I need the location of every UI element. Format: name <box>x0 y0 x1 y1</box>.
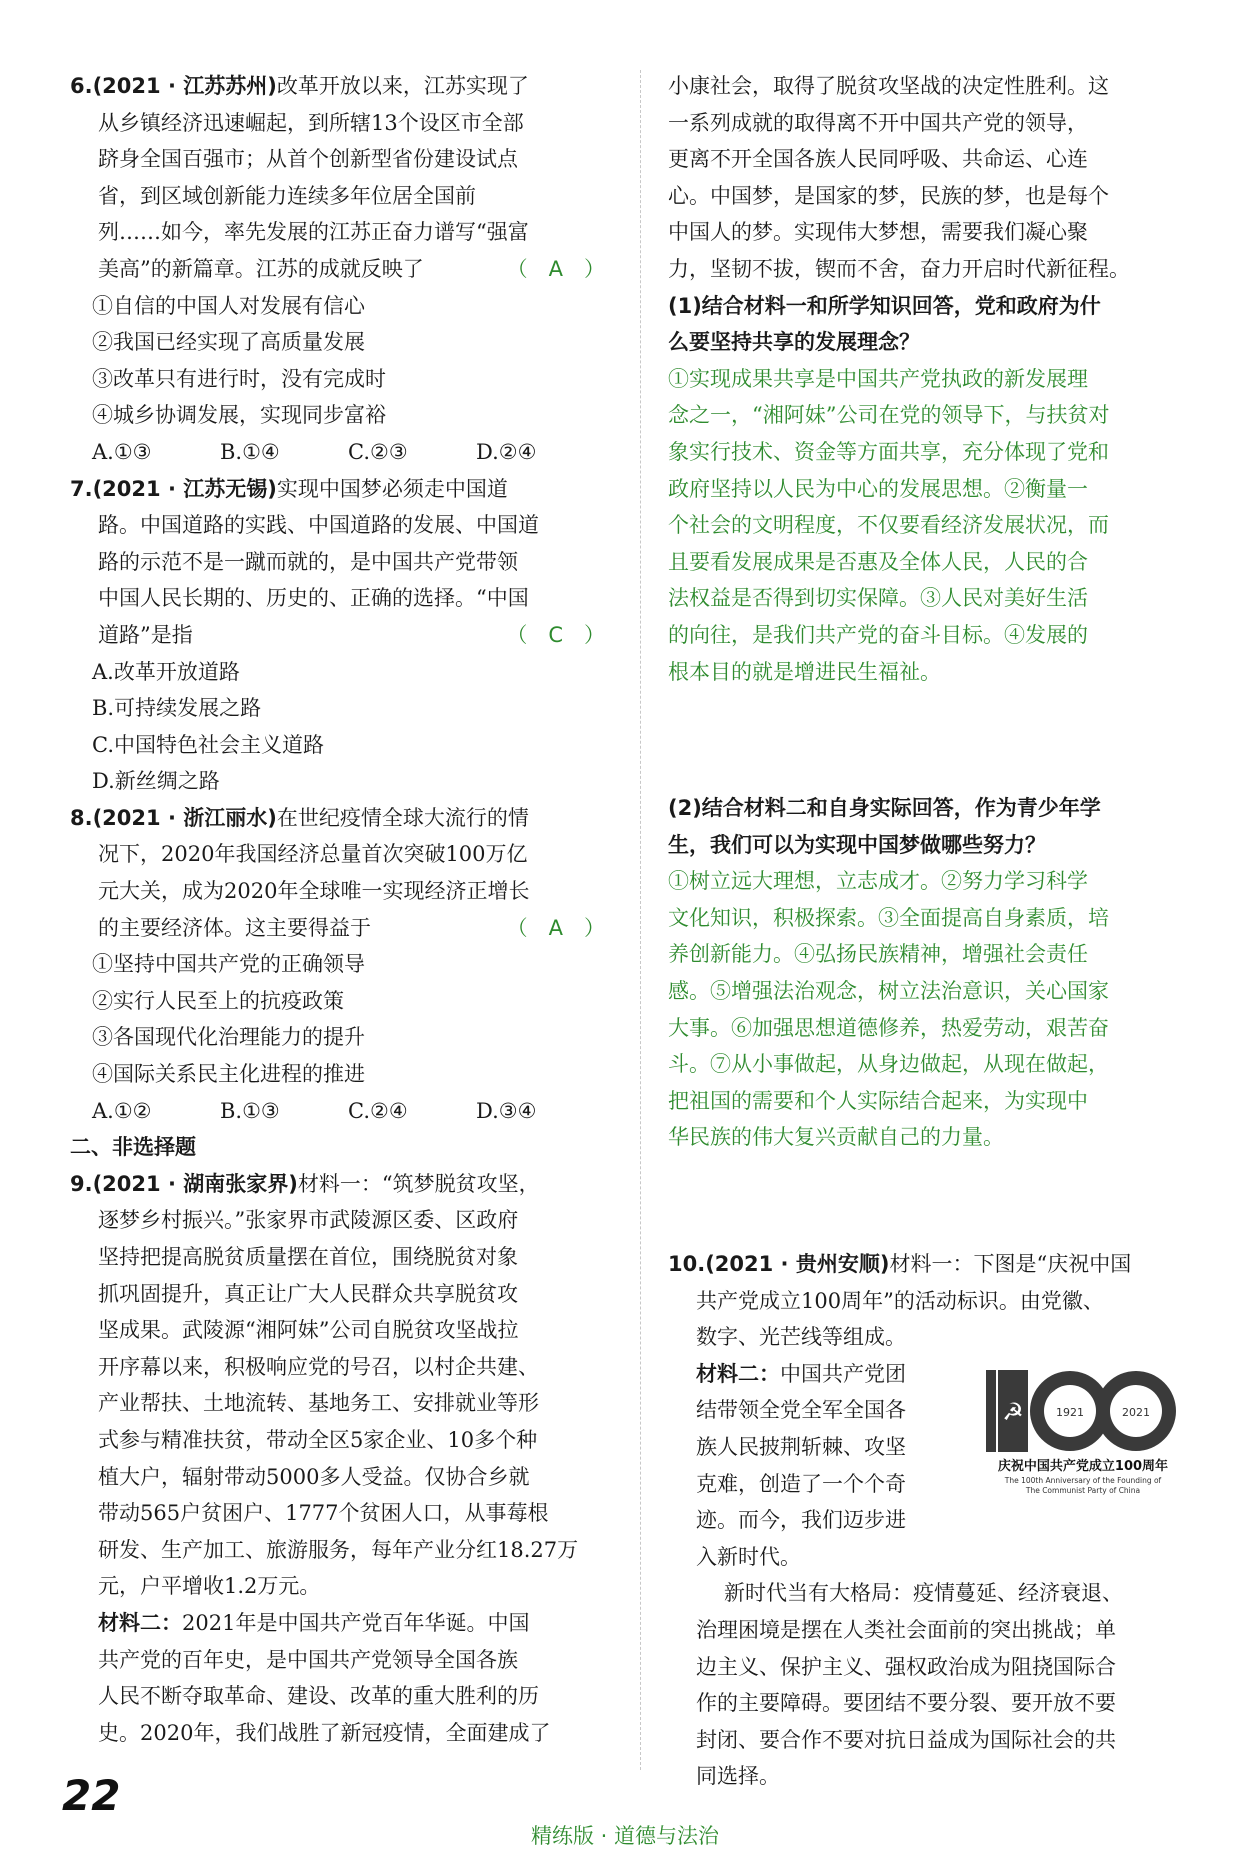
q9-answer1-line-7: 的向往，是我们共产党的奋斗目标。④发展的 <box>668 622 1088 647</box>
question-9 <box>70 1166 615 1752</box>
q9-cont-line-1: 一系列成就的取得离不开中国共产党的领导， <box>668 110 1088 135</box>
q8-line-0: 在世纪疫情全球大流行的情 <box>276 805 529 830</box>
question-7 <box>70 471 615 800</box>
q6-head: 6.(2021 · 江苏苏州) <box>70 74 277 98</box>
q9-m2-line-1: 共产党的百年史，是中国共产党领导全国各族 <box>98 1647 518 1672</box>
logo-party-emblem-icon: ☭ <box>1002 1397 1024 1426</box>
q9-answer2-line-4: 大事。⑥加强思想道德修养，热爱劳动，艰苦奋 <box>668 1015 1109 1040</box>
q6-option-2: ②我国已经实现了高质量发展 <box>92 330 365 355</box>
q9-line-8: 植大户，辐射带动5000多人受益。仅协合乡就 <box>98 1464 530 1489</box>
page-number: 22 <box>62 1771 121 1820</box>
q9-answer1-line-1: 念之一，“湘阿妹”公司在党的领导下，与扶贫对 <box>668 403 1110 428</box>
q10-head: 10.(2021 · 贵州安顺) <box>668 1252 890 1277</box>
q9-answer2-line-5: 斗。⑦从小事做起，从身边做起，从现在做起， <box>668 1052 1109 1077</box>
q6-line-3: 省，到区域创新能力连续多年位居全国前 <box>98 183 476 208</box>
q8-choices <box>70 1093 615 1130</box>
column-divider <box>640 70 641 1770</box>
q10-m2-line-4: 迹。而今，我们迈步进 <box>696 1508 906 1533</box>
q9-answer2-line-6: 把祖国的需要和个人实际结合起来，为实现中 <box>668 1088 1088 1113</box>
q6-last-line: 美高”的新篇章。江苏的成就反映了 <box>98 256 424 281</box>
q8-line-1: 况下，2020年我国经济总量首次突破100万亿 <box>98 842 528 867</box>
q10-m2-line-0: 中国共产党团 <box>780 1361 906 1386</box>
q7-head: 7.(2021 · 江苏无锡) <box>70 476 277 501</box>
q10-rest-line-4: 封闭、要合作不要对抗日益成为国际社会的共 <box>696 1727 1116 1752</box>
q8-choice-c: C.②④ <box>348 1098 408 1123</box>
q9-answer2-line-7: 华民族的伟大复兴贡献自己的力量。 <box>668 1125 1004 1150</box>
q6-choice-a: A.①③ <box>92 439 152 464</box>
centenary-logo-graphic <box>980 1358 1186 1498</box>
q6-line-0: 改革开放以来，江苏实现了 <box>276 74 529 98</box>
left-column <box>70 68 615 1751</box>
q9-line-7: 式参与精准扶贫，带动全区5家企业、10多个种 <box>98 1427 538 1452</box>
q6-answer: （ A ） <box>506 256 605 281</box>
q9-sub2-line-1: 生，我们可以为实现中国梦做哪些努力？ <box>668 832 1046 857</box>
logo-year-1921: 1921 <box>1056 1405 1084 1419</box>
q7-option-b: B.可持续发展之路 <box>92 696 262 721</box>
q6-line-1: 从乡镇经济迅速崛起，到所辖13个设区市全部 <box>98 110 524 135</box>
q9-line-9: 带动565户贫困户、1777个贫困人口，从事莓根 <box>98 1501 549 1526</box>
q8-head: 8.(2021 · 浙江丽水) <box>70 805 277 830</box>
q9-cont-line-0: 小康社会，取得了脱贫攻坚战的决定性胜利。这 <box>668 74 1109 98</box>
q7-option-d: D.新丝绸之路 <box>92 769 220 794</box>
q9-answer1-line-5: 且要看发展成果是否惠及全体人民，人民的合 <box>668 549 1088 574</box>
q9-sub2-line-0: (2)结合材料二和自身实际回答，作为青少年学 <box>668 796 1101 821</box>
q9-answer2-line-1: 文化知识，积极探索。③全面提高自身素质，培 <box>668 905 1109 930</box>
q8-option-3: ③各国现代化治理能力的提升 <box>92 1025 365 1050</box>
q10-rest-line-3: 作的主要障碍。要团结不要分裂、要开放不要 <box>696 1691 1116 1716</box>
q9-cont-line-3: 心。中国梦，是国家的梦，民族的梦，也是每个 <box>668 183 1109 208</box>
footer-title: 精练版 · 道德与法治 <box>530 1824 720 1848</box>
q6-choice-c: C.②③ <box>348 439 408 464</box>
q8-option-4: ④国际关系民主化进程的推进 <box>92 1062 365 1087</box>
q7-option-a: A.改革开放道路 <box>92 659 240 684</box>
logo-caption-en-1: The 100th Anniversary of the Founding of <box>1004 1475 1162 1485</box>
q8-answer: （ A ） <box>506 915 605 940</box>
q6-line-4: 列……如今，率先发展的江苏正奋力谱写“强富 <box>98 220 529 245</box>
q6-option-4: ④城乡协调发展，实现同步富裕 <box>92 403 386 428</box>
q10-line-0: 材料一：下图是“庆祝中国 <box>889 1252 1132 1277</box>
q10-line-2: 数字、光芒线等组成。 <box>696 1325 906 1350</box>
q9-m2-line-3: 史。2020年，我们战胜了新冠疫情，全面建成了 <box>98 1720 551 1745</box>
spacer <box>668 690 1186 790</box>
q9-head: 9.(2021 · 湖南张家界) <box>70 1171 298 1196</box>
spacer <box>668 1156 1186 1246</box>
q9-cont-line-4: 中国人的梦。实现伟大梦想，需要我们凝心聚 <box>668 220 1088 245</box>
q9-m2-line-2: 人民不断夺取革命、建设、改革的重大胜利的历 <box>98 1684 539 1709</box>
q10-m2-line-2: 族人民披荆斩棘、攻坚 <box>696 1435 906 1459</box>
q6-option-3: ③改革只有进行时，没有完成时 <box>92 366 386 391</box>
q8-option-1: ①坚持中国共产党的正确领导 <box>92 952 365 977</box>
q8-last-line: 的主要经济体。这主要得益于 <box>98 915 371 940</box>
q10-m2-line-1: 结带领全党全军全国各 <box>696 1398 906 1423</box>
q9-line-4: 坚成果。武陵源“湘阿妹”公司自脱贫攻坚战拉 <box>98 1318 519 1343</box>
q9-cont-line-2: 更离不开全国各族人民同呼吸、共命运、心连 <box>668 147 1088 172</box>
q10-line-1: 共产党成立100周年”的活动标识。由党徽、 <box>696 1288 1104 1313</box>
q7-line-2: 路的示范不是一蹴而就的，是中国共产党带领 <box>98 549 518 574</box>
logo-caption-en-2: The Communist Party of China <box>1025 1485 1141 1495</box>
q7-line-3: 中国人民长期的、历史的、正确的选择。“中国 <box>98 586 529 611</box>
q9-answer2-line-3: 感。⑤增强法治观念，树立法治意识，关心国家 <box>668 979 1109 1004</box>
q10-m2-line-5: 入新时代。 <box>696 1544 801 1569</box>
question-8 <box>70 800 615 1129</box>
q9-answer1-line-8: 根本目的就是增进民生福祉。 <box>668 659 941 684</box>
q6-choice-d: D.②④ <box>476 439 537 464</box>
q10-rest-line-5: 同选择。 <box>696 1764 780 1789</box>
q9-cont-line-5: 力，坚韧不拔，锲而不舍，奋力开启时代新征程。 <box>668 256 1130 281</box>
q10-rest-line-1: 治理困境是摆在人类社会面前的突出挑战；单 <box>696 1617 1116 1642</box>
q10-m2-line-3: 克难，创造了一个个奇 <box>696 1471 906 1496</box>
q9-material2-label: 材料二： <box>98 1610 182 1635</box>
q9-answer1-line-4: 个社会的文明程度，不仅要看经济发展状况，而 <box>668 513 1109 538</box>
q7-line-1: 路。中国道路的实践、中国道路的发展、中国道 <box>98 513 539 538</box>
q7-option-c: C.中国特色社会主义道路 <box>92 732 324 757</box>
q8-line-2: 元大关，成为2020年全球唯一实现经济正增长 <box>98 879 530 904</box>
right-column <box>668 68 1186 1795</box>
q9-answer1-line-6: 法权益是否得到切实保障。③人民对美好生活 <box>668 586 1088 611</box>
q10-rest-line-2: 边主义、保护主义、强权政治成为阻挠国际合 <box>696 1654 1116 1679</box>
logo-caption-cn: 庆祝中国共产党成立100周年 <box>997 1458 1169 1474</box>
q7-last-line: 道路”是指 <box>98 622 193 647</box>
q8-option-2: ②实行人民至上的抗疫政策 <box>92 988 344 1013</box>
q9-line-5: 开序幕以来，积极响应党的号召，以村企共建、 <box>98 1354 539 1379</box>
q9-answer1-line-3: 政府坚持以人民为中心的发展思想。②衡量一 <box>668 476 1088 501</box>
q6-option-1: ①自信的中国人对发展有信心 <box>92 293 365 318</box>
q10-material2-label: 材料二： <box>696 1361 780 1386</box>
q6-choice-b: B.①④ <box>220 439 280 464</box>
q8-choice-b: B.①③ <box>220 1098 280 1123</box>
q9-line-1: 逐梦乡村振兴。”张家界市武陵源区委、区政府 <box>98 1208 519 1233</box>
q8-choice-d: D.③④ <box>476 1098 537 1123</box>
q8-choice-a: A.①② <box>92 1098 152 1123</box>
q6-choices <box>70 434 615 471</box>
centenary-logo <box>980 1358 1186 1498</box>
section-heading-non-choice: 二、非选择题 <box>70 1135 196 1160</box>
q7-line-0: 实现中国梦必须走中国道 <box>276 476 508 501</box>
q9-line-6: 产业帮扶、土地流转、基地务工、安排就业等形 <box>98 1391 539 1416</box>
q9-answer2-line-2: 养创新能力。④弘扬民族精神，增强社会责任 <box>668 942 1088 967</box>
q6-line-2: 跻身全国百强市；从首个创新型省份建设试点 <box>98 147 518 172</box>
q9-line-3: 抓巩固提升，真正让广大人民群众共享脱贫攻 <box>98 1281 518 1306</box>
q9-m2-line-0: 2021年是中国共产党百年华诞。中国 <box>182 1610 530 1635</box>
question-10 <box>668 1246 1186 1795</box>
q9-line-11: 元，户平增收1.2万元。 <box>98 1574 321 1599</box>
q9-line-10: 研发、生产加工、旅游服务，每年产业分红18.27万 <box>98 1537 579 1562</box>
logo-year-2021: 2021 <box>1122 1405 1150 1419</box>
q10-rest-line-0: 新时代当有大格局：疫情蔓延、经济衰退、 <box>724 1581 1123 1606</box>
q9-answer1-line-2: 象实行技术、资金等方面共享，充分体现了党和 <box>668 439 1109 464</box>
q7-answer: （ C ） <box>506 622 605 647</box>
q9-answer1-line-0: ①实现成果共享是中国共产党执政的新发展理 <box>668 366 1088 391</box>
question-6 <box>70 68 615 471</box>
q9-answer2-line-0: ①树立远大理想，立志成才。②努力学习科学 <box>668 869 1088 894</box>
q9-sub1-line-0: (1)结合材料一和所学知识回答，党和政府为什 <box>668 293 1101 318</box>
q9-sub1-line-1: 么要坚持共享的发展理念？ <box>668 330 920 355</box>
q9-line-0: 材料一：“筑梦脱贫攻坚， <box>297 1171 540 1196</box>
q9-line-2: 坚持把提高脱贫质量摆在首位，围绕脱贫对象 <box>98 1245 518 1269</box>
